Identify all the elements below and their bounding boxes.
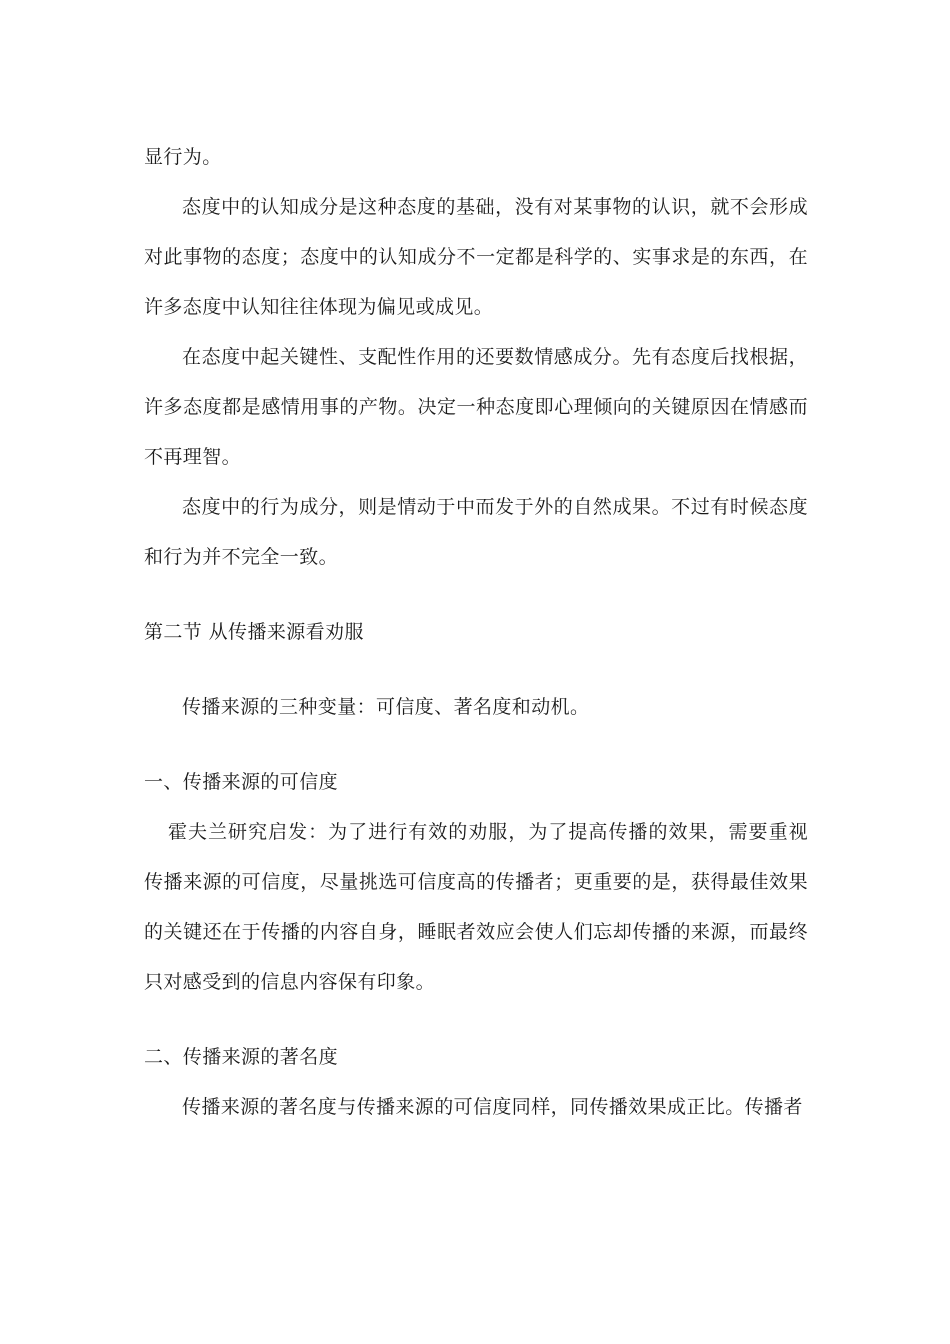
paragraph-emotional-component: 在态度中起关键性、支配性作用的还要数情感成分。先有态度后找根据，许多态度都是感情用事的产物。决定一种态度即心理倾向的关键原因在情感而不再理智。 (144, 346, 808, 468)
section-title: 第二节 从传播来源看劝服 (144, 621, 364, 643)
paragraph-continued: 显行为。 (144, 146, 222, 168)
document-body (144, 132, 808, 1132)
spacer (144, 582, 808, 607)
paragraph-cognitive-component: 态度中的认知成分是这种态度的基础，没有对某事物的认识，就不会形成对此事物的态度；态度中的认知成分不一定都是科学的、实事求是的东西，在许多态度中认知往往体现为偏见或成见。 (144, 196, 808, 318)
paragraph-fame: 传播来源的著名度与传播来源的可信度同样，同传播效果成正比。传播者 (182, 1096, 803, 1118)
paragraph-three-variables: 传播来源的三种变量：可信度、著名度和动机。 (182, 696, 590, 718)
spacer (144, 1007, 808, 1032)
heading-fame: 二、传播来源的著名度 (144, 1046, 339, 1068)
spacer (144, 732, 808, 757)
spacer (144, 657, 808, 682)
paragraph-behavioral-component: 态度中的行为成分，则是情动于中而发于外的自然成果。不过有时候态度和行为并不完全一致。 (144, 496, 808, 568)
heading-credibility: 一、传播来源的可信度 (144, 771, 339, 793)
paragraph-hovland-research: 霍夫兰研究启发：为了进行有效的劝服，为了提高传播的效果，需要重视传播来源的可信度，尽量挑选可信度高的传播者；更重要的是，获得最佳效果的关键还在于传播的内容自身，睡眠者效应会使人们忘却传播的来源，而最终只对感受到的信息内容保有印象。 (144, 821, 808, 993)
